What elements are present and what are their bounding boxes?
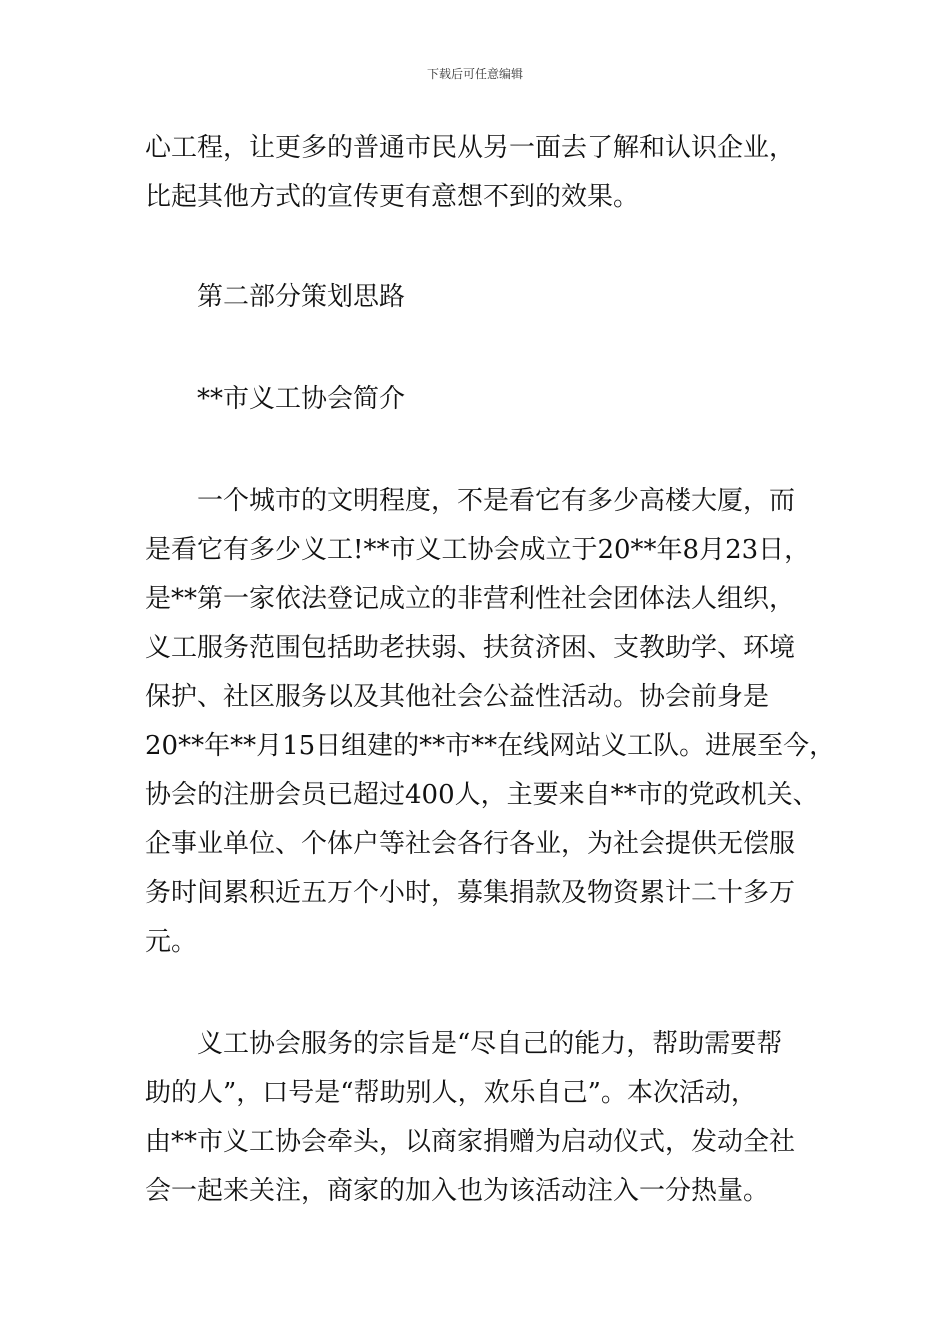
text-line: 元。 [145,927,198,957]
text-line: 协会的注册会员已超过400人，主要来自**市的党政机关、 [145,780,819,810]
text-line: 由**市义工协会牵头，以商家捐赠为启动仪式，发动全社 [145,1127,796,1157]
text-line: 务时间累积近五万个小时，募集捐款及物资累计二十多万 [145,878,796,908]
document-body [145,124,835,1216]
text-line: 义工协会服务的宗旨是“尽自己的能力，帮助需要帮 [197,1029,783,1059]
text-line: 心工程，让更多的普通市民从另一面去了解和认识企业， [145,133,796,163]
text-line: 是看它有多少义工!**市义工协会成立于20**年8月23日， [145,535,811,565]
text-line: 企事业单位、个体户等社会各行各业，为社会提供无偿服 [145,829,796,859]
association-intro-paragraph [145,477,835,967]
text-line: 是**第一家依法登记成立的非营利性社会团体法人组织， [145,584,796,614]
text-line: 20**年**月15日组建的**市**在线网站义工队。进展至今， [145,731,836,761]
section-heading: 第二部分策划思路 [197,282,406,312]
mission-paragraph [145,1020,835,1216]
text-line: 一个城市的文明程度，不是看它有多少高楼大厦，而 [197,486,796,516]
text-line: 助的人”，口号是“帮助别人，欢乐自己”。本次活动， [145,1078,757,1108]
text-line: 比起其他方式的宣传更有意想不到的效果。 [145,182,640,212]
text-line: 义工服务范围包括助老扶弱、扶贫济困、支教助学、环境 [145,633,796,663]
intro-paragraph [145,124,835,222]
text-line: 会一起来关注，商家的加入也为该活动注入一分热量。 [145,1176,770,1206]
text-line: 保护、社区服务以及其他社会公益性活动。协会前身是 [145,682,770,712]
sub-heading: **市义工协会简介 [197,384,406,414]
page-header-note: 下载后可任意编辑 [426,67,523,81]
